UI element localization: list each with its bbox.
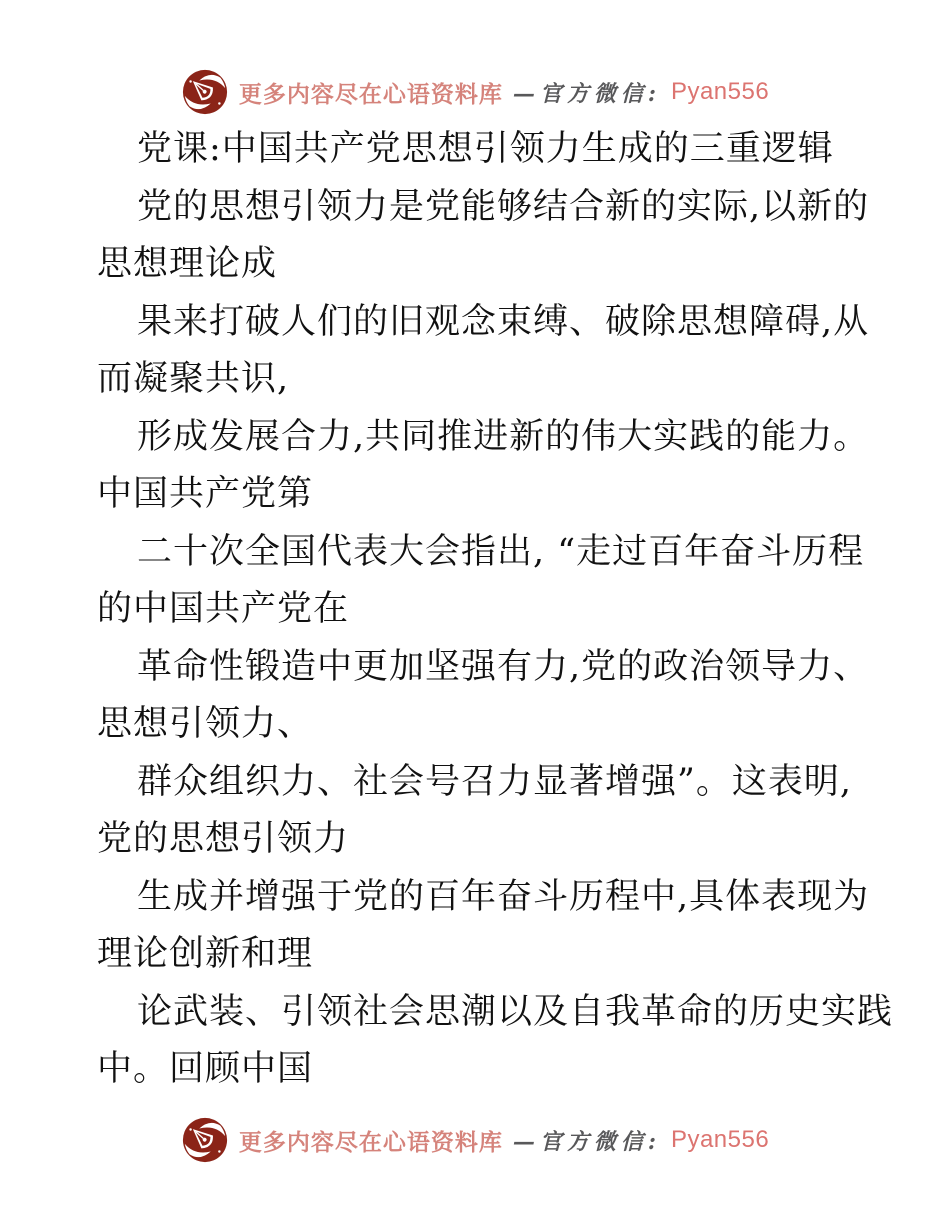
document-title: 党课:中国共产党思想引领力生成的三重逻辑 <box>137 129 834 169</box>
text-line: 论武装、引领社会思潮以及自我革命的历史实践 <box>137 991 894 1032</box>
text-line: 理论创新和理 <box>97 934 314 974</box>
document-body <box>97 121 894 1099</box>
watermark-wechat-label: —官方微信: <box>512 1128 661 1155</box>
text-line: 而凝聚共识, <box>97 359 290 399</box>
pen-nib-logo-icon <box>181 68 229 116</box>
text-line: 形成发展合力,共同推进新的伟大实践的能力。 <box>137 416 870 457</box>
watermark-brand-text: 更多内容尽在心语资料库 <box>238 80 503 108</box>
text-line: 中。回顾中国 <box>97 1049 314 1089</box>
pen-nib-logo-icon <box>181 1116 229 1164</box>
text-line: 二十次全国代表大会指出, “走过百年奋斗历程 <box>137 531 865 572</box>
footer-watermark <box>0 1116 950 1164</box>
text-line: 生成并增强于党的百年奋斗历程中,具体表现为 <box>137 876 870 917</box>
text-line: 革命性锻造中更加坚强有力,党的政治领导力、 <box>137 646 870 687</box>
text-line: 思想引领力、 <box>97 704 314 744</box>
text-line: 党的思想引领力 <box>97 819 350 859</box>
watermark-brand-text: 更多内容尽在心语资料库 <box>238 1128 503 1156</box>
text-line: 中国共产党第 <box>97 474 314 514</box>
text-line: 的中国共产党在 <box>97 589 350 629</box>
watermark-wechat-id: Pyan556 <box>670 78 770 105</box>
watermark-wechat-id: Pyan556 <box>670 1126 770 1153</box>
text-line: 思想理论成 <box>97 244 278 284</box>
watermark-wechat-label: —官方微信: <box>512 80 661 107</box>
text-line: 群众组织力、社会号召力显著增强”。这表明, <box>137 761 853 802</box>
text-line: 党的思想引领力是党能够结合新的实际,以新的 <box>137 186 870 227</box>
header-watermark <box>0 68 950 116</box>
text-line: 果来打破人们的旧观念束缚、破除思想障碍,从 <box>137 301 870 342</box>
